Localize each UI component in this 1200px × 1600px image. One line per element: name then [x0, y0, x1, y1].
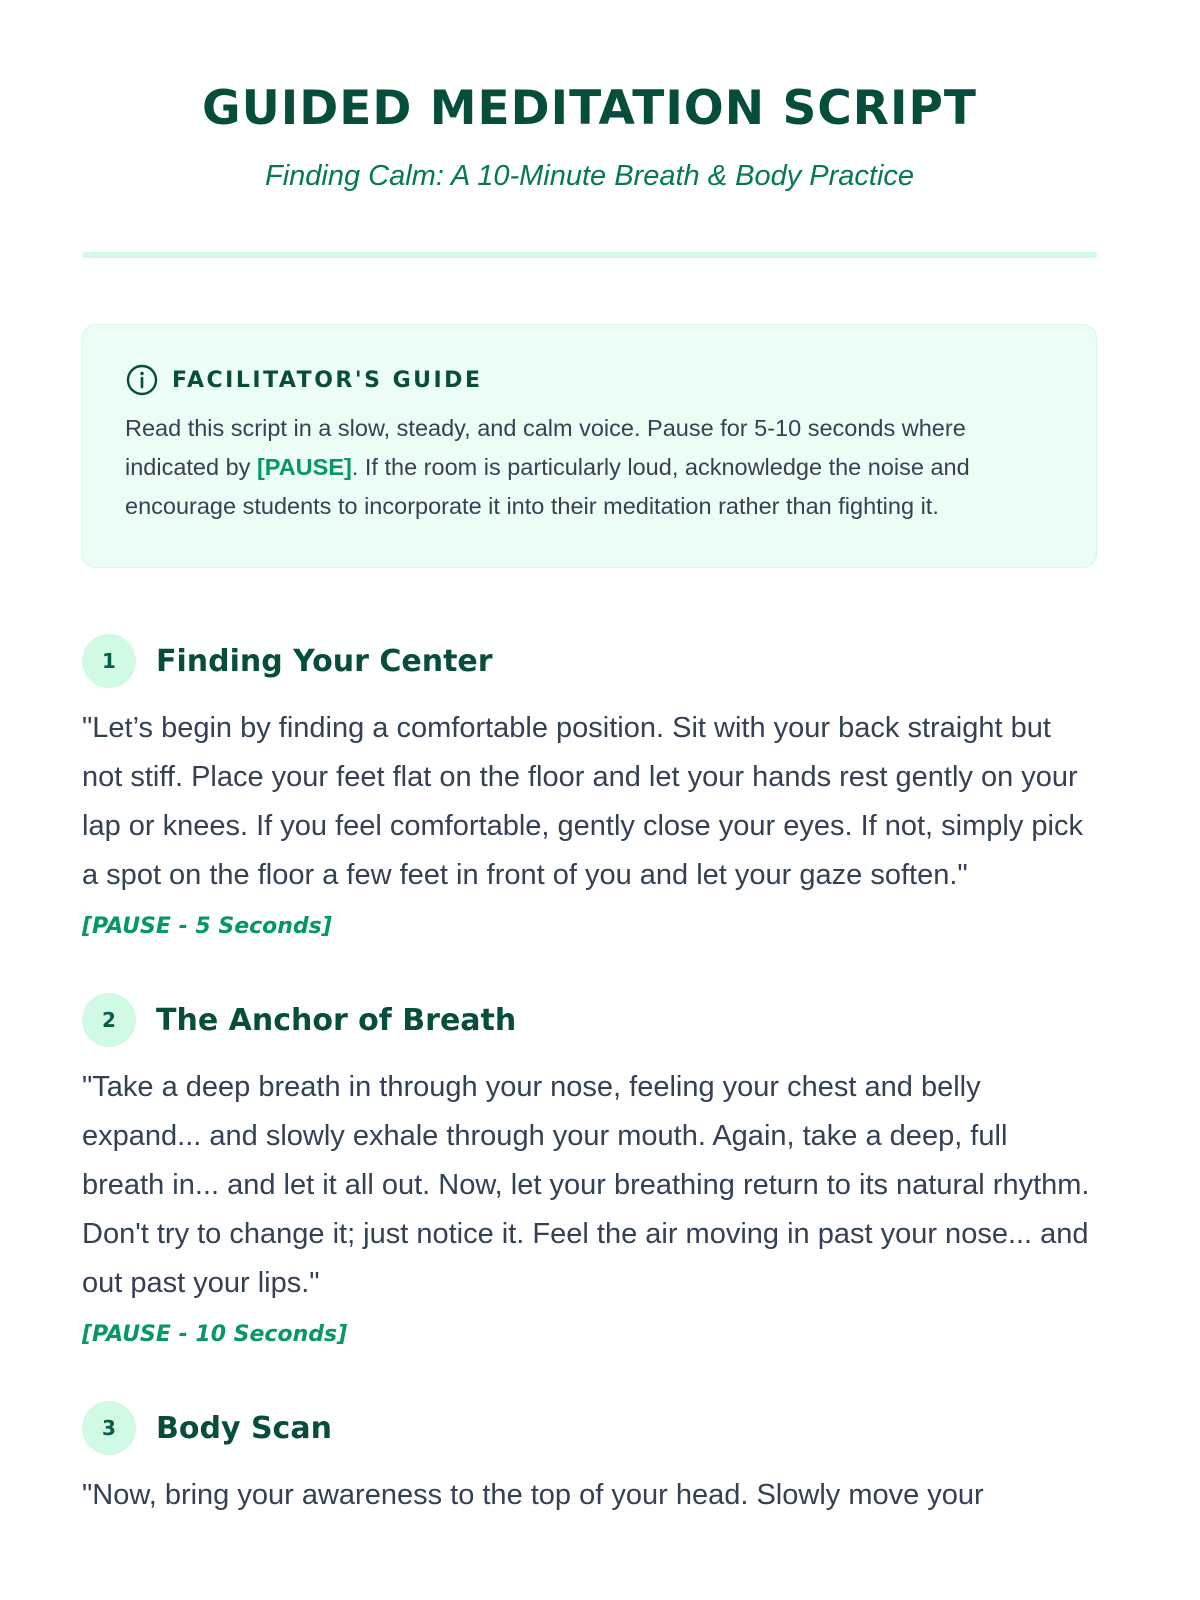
pause-note: [PAUSE - 5 Seconds] — [82, 914, 332, 939]
section-body-scan — [82, 1401, 1097, 1520]
section-script-text: "Now, bring your awareness to the top of your head. Slowly move your — [82, 1479, 984, 1511]
facilitator-guide-header — [125, 363, 1056, 397]
section-number-badge: 3 — [82, 1401, 136, 1455]
facilitator-guide-title: FACILITATOR'S GUIDE — [172, 367, 483, 393]
facilitator-guide-box — [82, 324, 1097, 568]
section-finding-your-center — [82, 634, 1097, 939]
info-icon — [125, 363, 159, 397]
section-script-text: "Let’s begin by finding a comfortable position. Sit with your back straight but not stiff. Place your feet flat on the floor and let your hands rest gently on your lap or knees. If you feel comfortable, gently close your eyes. If not, simply pick a spot on the floor a few feet in front of you and let your gaze soften." — [82, 712, 1083, 891]
section-title: Finding Your Center — [156, 643, 493, 679]
section-header — [82, 634, 1097, 688]
pause-note: [PAUSE - 10 Seconds] — [82, 1322, 348, 1347]
document-header — [82, 0, 1097, 194]
header-divider — [82, 252, 1097, 258]
section-title: Body Scan — [156, 1410, 332, 1446]
facilitator-guide-text — [125, 409, 1056, 526]
guide-pause-label: [PAUSE] — [256, 454, 352, 480]
page-title: GUIDED MEDITATION SCRIPT — [202, 81, 977, 136]
section-number-badge: 2 — [82, 993, 136, 1047]
section-title: The Anchor of Breath — [156, 1002, 517, 1038]
guide-text-before: Read this script in a slow, steady, and calm voice. Pause for 5-10 seconds where indicated by — [125, 415, 966, 480]
section-script-text: "Take a deep breath in through your nose, feeling your chest and belly expand... and slowly exhale through your mouth. Again, take a deep, full breath in... and let it all out. Now, let your breathing return to its natural rhythm. Don't try to change it; just notice it. Feel the air moving in past your nose... and out past your lips." — [82, 1071, 1090, 1299]
guide-text-after: . If the room is particularly loud, acknowledge the noise and encourage students to incorporate it into their meditation rather than fighting it. — [125, 454, 970, 519]
section-anchor-of-breath — [82, 993, 1097, 1347]
section-header — [82, 1401, 1097, 1455]
section-number-badge: 1 — [82, 634, 136, 688]
section-header — [82, 993, 1097, 1047]
page-subtitle: Finding Calm: A 10-Minute Breath & Body Practice — [264, 160, 915, 192]
